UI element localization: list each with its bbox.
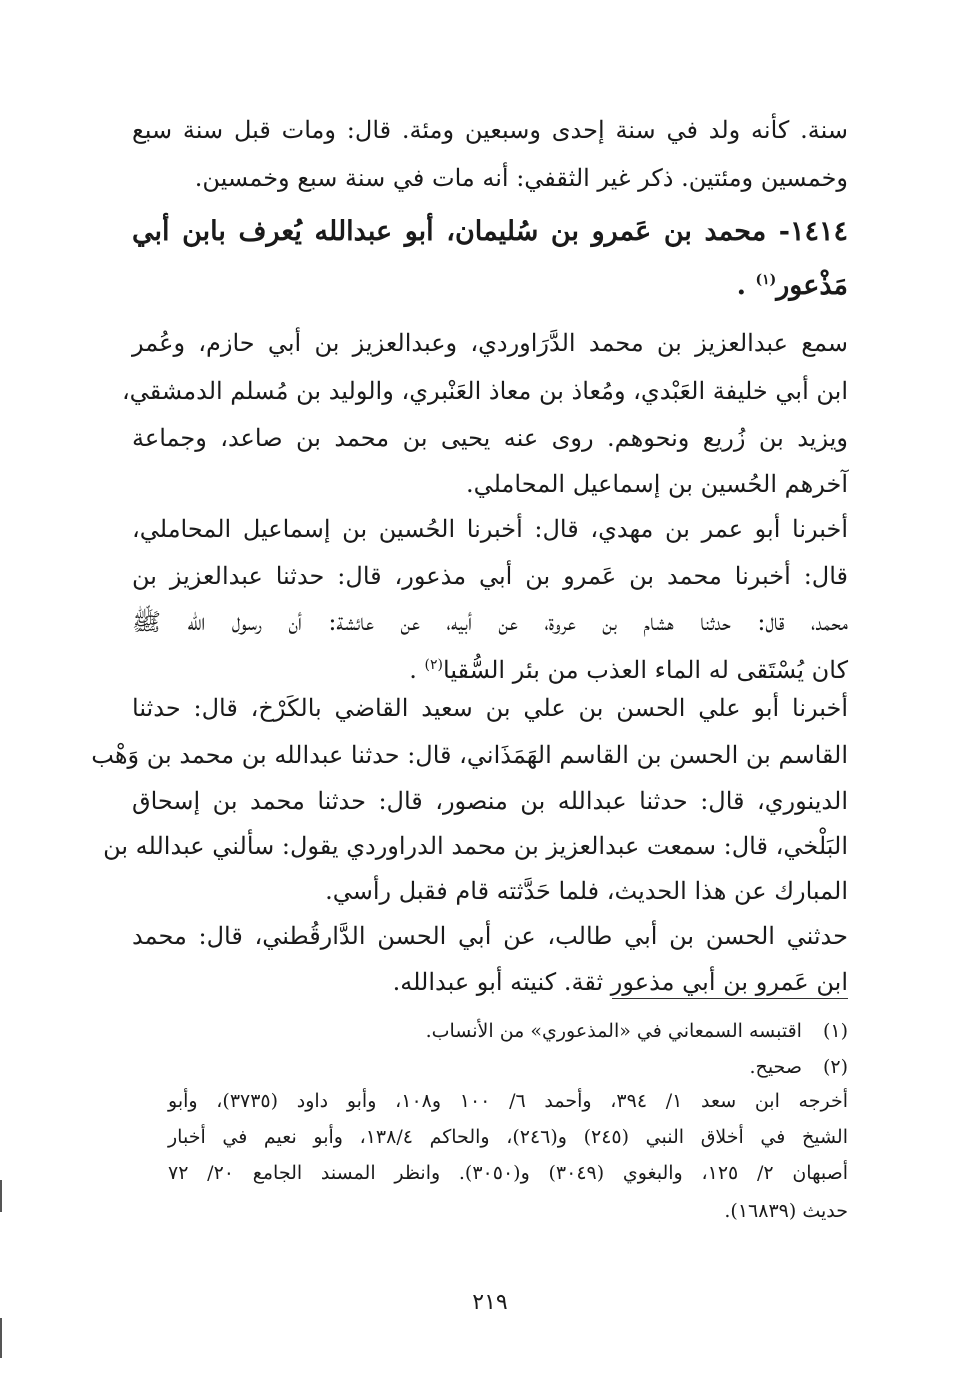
body-text: ابن أبي خليفة العَبْدي، ومُعاذ بن معاذ العَنْبري، والوليد بن مُسلم الدمشقي،: [121, 377, 848, 405]
body-text: حدثني الحسن بن أبي طالب، عن أبي الحسن الدَّارقُطني، قال: محمد: [132, 922, 848, 950]
footnote-text: حديث (١٦٨٣٩).: [724, 1200, 848, 1222]
footnote-number: (١): [822, 1020, 848, 1042]
footnote-text: الشيخ في أخلاق النبي (٢٤٥) و(٢٤٦)، والحاكم ١٣٨/٤، وأبو نعيم في أخبار: [168, 1126, 848, 1148]
body-text: سنة. كأنه ولد في سنة إحدى وسبعين ومئة. قال: ومات قبل سنة سبع: [132, 116, 848, 144]
page-number: ٢١٩: [472, 1290, 508, 1315]
body-line: [132, 690, 848, 730]
body-text: قال: أخبرنا محمد بن عَمرو بن أبي مذعور، قال: حدثنا عبدالعزيز بن: [132, 562, 848, 590]
body-text: كان يُسْتَقى له الماء العذب من بئر السُّقيا: [443, 656, 848, 684]
scan-mark: [0, 1318, 2, 1358]
entry-heading: [132, 214, 848, 254]
body-line: [103, 828, 848, 868]
footnote-2: [168, 1052, 848, 1082]
body-line: [132, 511, 848, 551]
body-text: محمد، قال: حدثنا هشام بن عروة، عن أبيه، عن عائشة: أن رسول الله ﷺ: [132, 608, 848, 636]
footnote-line: [168, 1086, 848, 1120]
body-line: [132, 873, 848, 913]
footnote-line: [168, 1158, 848, 1192]
body-line: [132, 918, 848, 958]
body-line: كان يُسْتَقى له الماء العذب من بئر السُّقيا$^{(٢)}$ .: [409, 656, 848, 684]
body-line: [121, 373, 848, 413]
body-text: أخبرنا أبو عمر بن مهدي، قال: أخبرنا الحُسين بن إسماعيل المحاملي،: [132, 515, 848, 543]
body-line: [132, 466, 848, 506]
footnote-text: اقتبسه السمعاني في «المذعوري» من الأنساب.: [425, 1020, 802, 1042]
entry-heading-text: مَذْعور: [776, 270, 848, 301]
body-line: [132, 783, 848, 823]
body-text: البَلْخي، قال: سمعت عبدالعزيز بن محمد الدراوردي يقول: سألني عبدالله بن: [103, 832, 848, 860]
footnote-text: أخرجه ابن سعد ١/ ٣٩٤، وأحمد ٦/ ١٠٠ و١٠٨، وأبو داود (٣٧٣٥)، وأبو: [168, 1090, 848, 1112]
body-text: وخمسين ومئتين. ذكر غير الثقفي: أنه مات في سنة سبع وخمسين.: [194, 164, 848, 192]
footnote-text: أصبهان ٢/ ١٢٥، والبغوي (٣٠٤٩) و(٣٠٥٠). وانظر المسند الجامع ٢٠/ ٧٢: [168, 1162, 848, 1184]
entry-heading-text: ١٤١٤- محمد بن عَمرو بن سُليمان، أبو عبدالله يُعرف بابن أبي: [132, 216, 848, 247]
body-line: [132, 112, 848, 152]
footnote-separator: [612, 998, 848, 999]
body-line: [132, 604, 848, 644]
body-text: سمع عبدالعزيز بن محمد الدَّرَاوردي، وعبدالعزيز بن أبي حازم، وعُمر: [132, 329, 848, 357]
body-text: ابن عَمرو بن أبي مذعور ثقة. كنيته أبو عبدالله.: [392, 968, 848, 996]
footnote-number: (٢): [822, 1056, 848, 1078]
body-line: [132, 325, 848, 365]
entry-heading: مَذْعور$^{(١)}$ .: [736, 270, 848, 301]
footnote-ref: (١): [755, 272, 777, 288]
body-text: القاسم بن الحسن بن القاسم الهَمَذَاني، قال: حدثنا عبدالله بن محمد بن وَهْب: [91, 741, 848, 769]
body-line: [132, 558, 848, 598]
body-text: آخرهم الحُسين بن إسماعيل المحاملي.: [465, 470, 848, 498]
body-line: [91, 737, 848, 777]
footnote-line: [168, 1122, 848, 1156]
footnote-line: [168, 1196, 848, 1230]
body-text: ويزيد بن زُريع ونحوهم. روى عنه يحيى بن محمد بن صاعد، وجماعة: [132, 424, 848, 452]
footnote-ref: (٢): [424, 657, 443, 673]
scan-mark: [0, 1180, 2, 1212]
body-text: أخبرنا أبو علي الحسن بن علي بن سعيد القاضي بالكَرْخ، قال: حدثنا: [132, 694, 848, 722]
footnote-text: صحيح.: [749, 1056, 802, 1078]
body-line: [132, 160, 848, 200]
body-text: الدينوري، قال: حدثنا عبدالله بن منصور، قال: حدثنا محمد بن إسحاق: [132, 787, 848, 815]
footnote-1: [168, 1016, 848, 1046]
body-line: [132, 420, 848, 460]
body-text: المبارك عن هذا الحديث، فلما حَدَّثته قام فقبل رأسي.: [325, 877, 848, 905]
